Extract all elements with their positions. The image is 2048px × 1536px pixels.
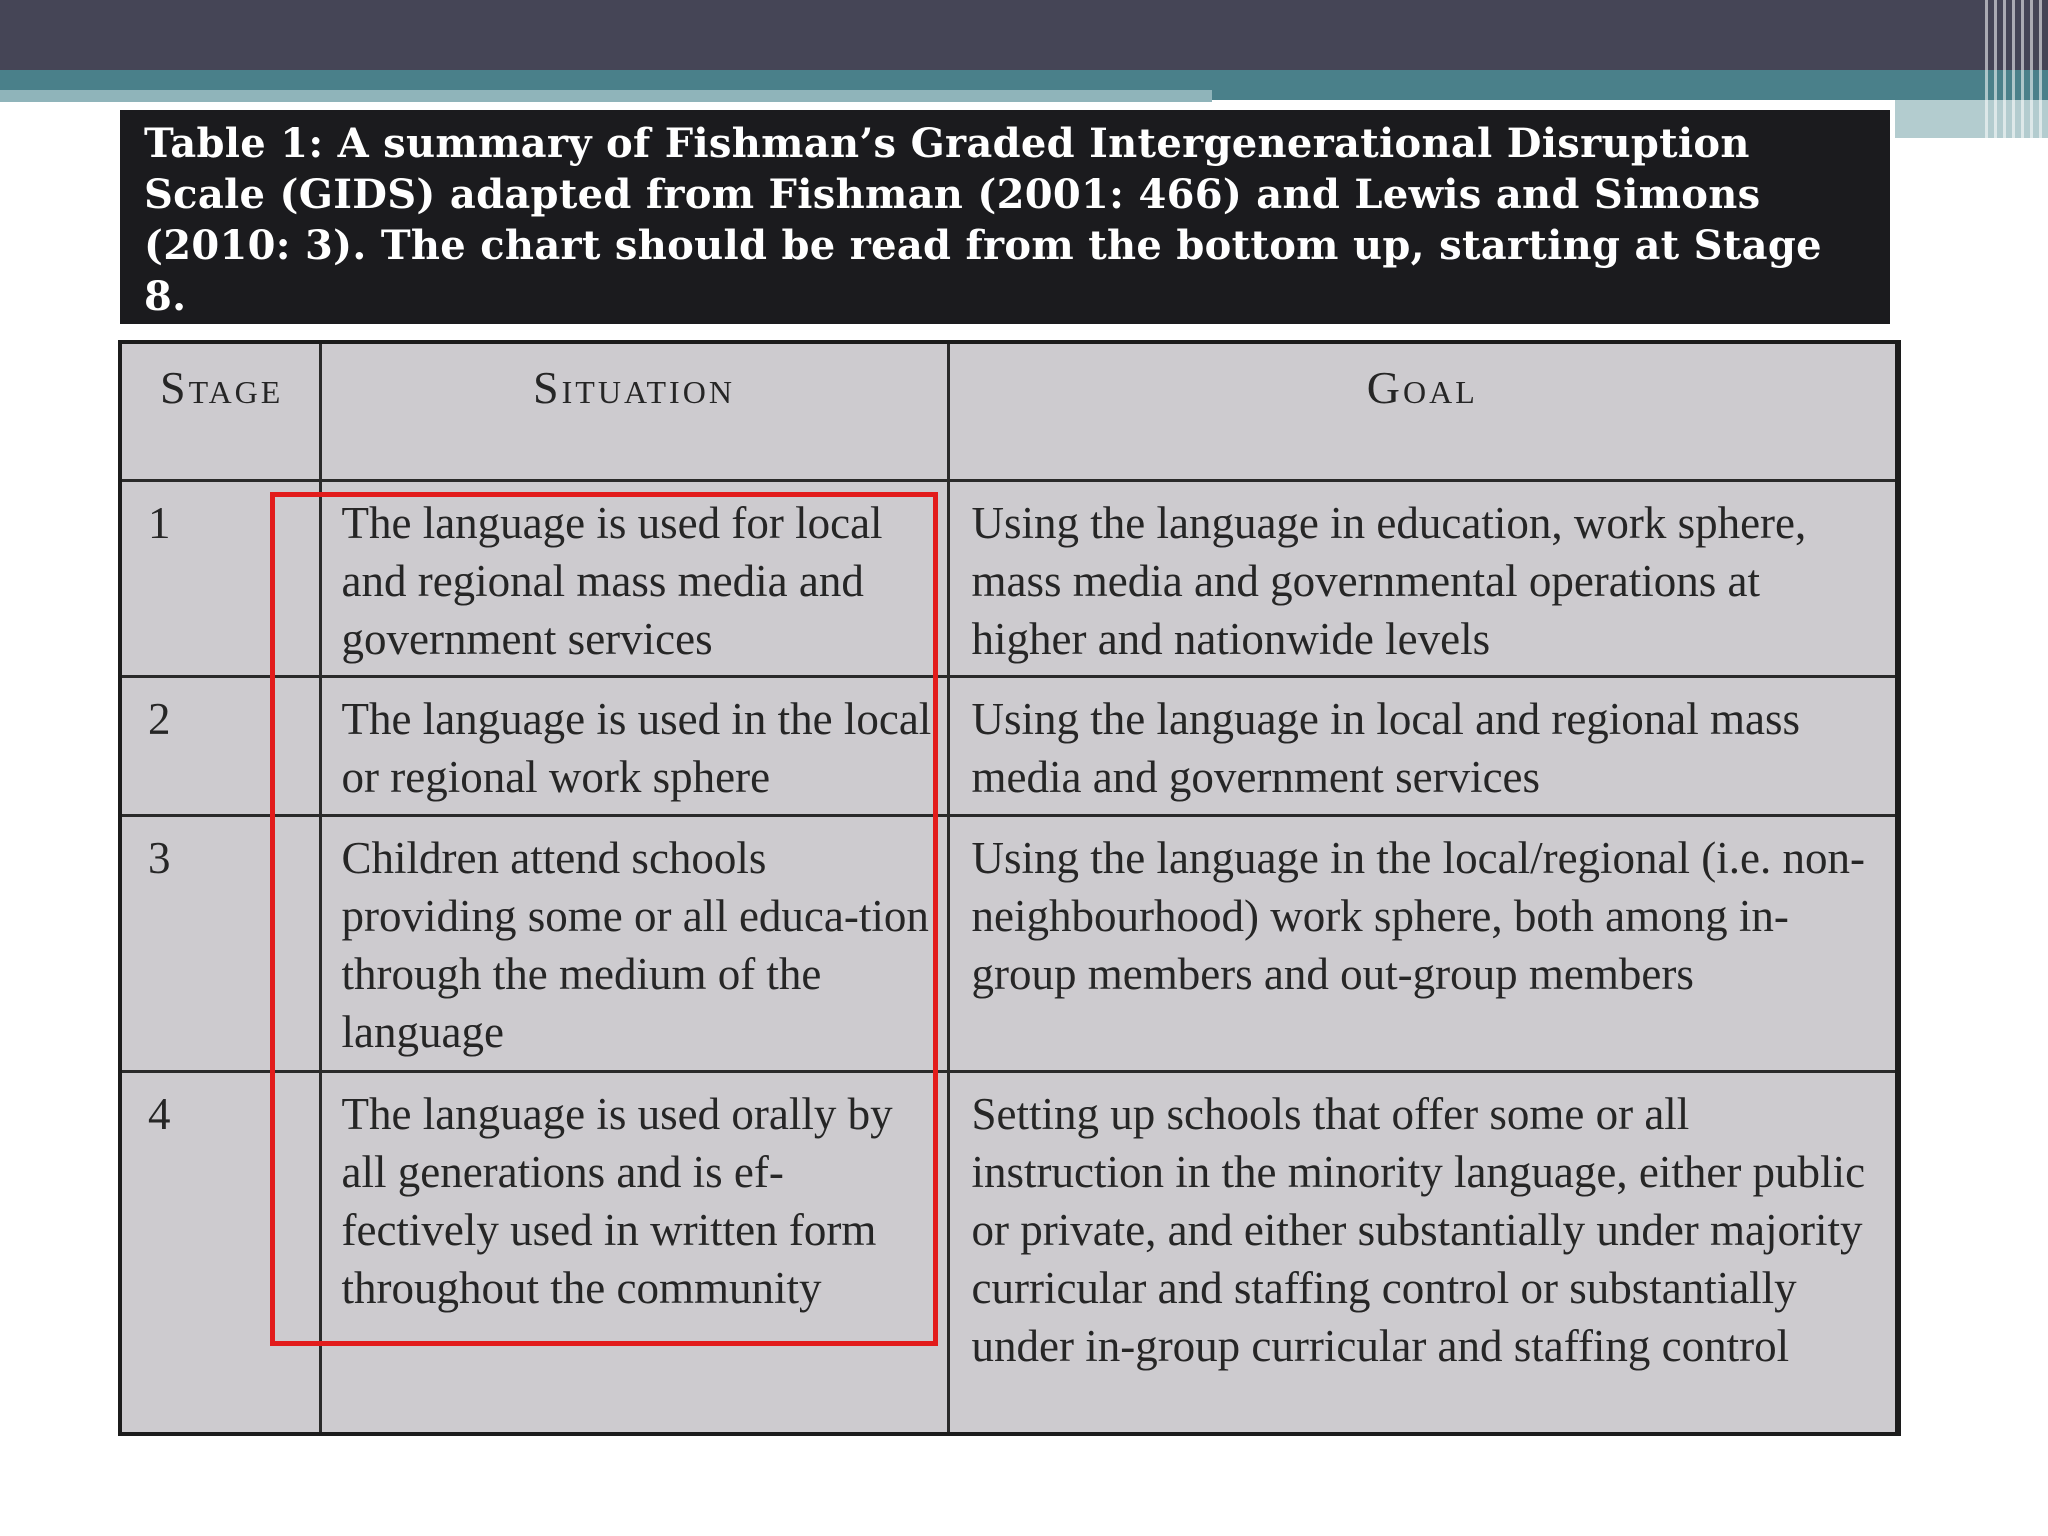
stage-cell: 2 <box>120 676 320 815</box>
header-situation: Situation <box>320 342 948 480</box>
table-row <box>120 815 1898 1071</box>
header-stage: Stage <box>120 342 320 480</box>
situation-cell: The language is used in the local or regional work sphere <box>320 676 948 815</box>
table-caption: Table 1: A summary of Fishman’s Graded Intergenerational Disruption Scale (GIDS) adapted from Fishman (2001: 466) and Lewis and Simons (2010: 3). The chart should be read from the bottom up, starting at Stage 8. <box>120 110 1890 324</box>
situation-cell: Children attend schools providing some or all educa-tion through the medium of the language <box>320 815 948 1071</box>
table-row <box>120 480 1898 676</box>
situation-cell: The language is used orally by all generations and is ef-fectively used in written form throughout the community <box>320 1071 948 1434</box>
goal-cell: Setting up schools that offer some or all instruction in the minority language, either public or private, and either substantially under majority curricular and staffing control or substantially under in-group curricular and staffing control <box>948 1071 1898 1434</box>
header-goal: Goal <box>948 342 1898 480</box>
goal-cell: Using the language in education, work sphere, mass media and governmental operations at higher and nationwide levels <box>948 480 1898 676</box>
stage-cell: 3 <box>120 815 320 1071</box>
table-row <box>120 676 1898 815</box>
slide-edge-lines <box>1985 0 2048 140</box>
goal-cell: Using the language in the local/regional (i.e. non-neighbourhood) work sphere, both among in-group members and out-group members <box>948 815 1898 1071</box>
slide-top-bar <box>0 0 2048 70</box>
gids-table <box>118 340 1901 1436</box>
stage-cell: 1 <box>120 480 320 676</box>
table-row <box>120 1071 1898 1434</box>
table-header-row <box>120 342 1898 480</box>
situation-cell: The language is used for local and regional mass media and government services <box>320 480 948 676</box>
stage-cell: 4 <box>120 1071 320 1434</box>
slide-light-stripe <box>0 90 1212 102</box>
goal-cell: Using the language in local and regional mass media and government services <box>948 676 1898 815</box>
